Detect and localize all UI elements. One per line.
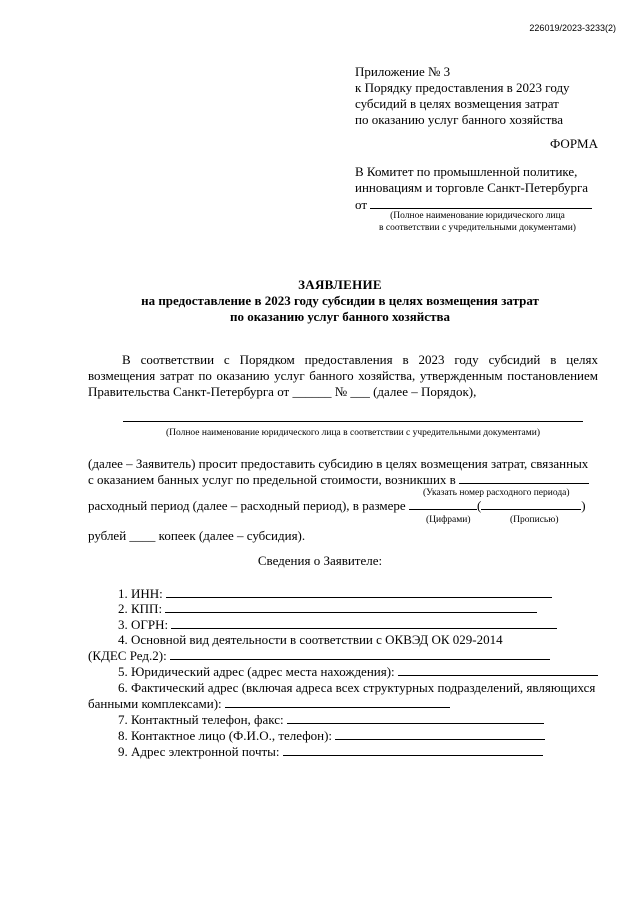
appendix-line: по оказанию услуг банного хозяйства bbox=[355, 112, 564, 127]
okved-blank bbox=[170, 648, 550, 660]
applicant-info-subtitle: Сведения о Заявителе: bbox=[257, 553, 383, 568]
hint-line: в соответствии с учредительными документами) bbox=[379, 223, 576, 233]
addressee-line: инновациям и торговле Санкт-Петербурга bbox=[355, 180, 589, 195]
company-name-line bbox=[123, 421, 583, 422]
request-line: с оказанием банных услуг по предельной стоимости, возникших в bbox=[88, 472, 456, 487]
words-hint: (Прописью) bbox=[510, 515, 559, 525]
kpp-blank bbox=[165, 601, 537, 613]
addressee-line: В Комитет по промышленной политике, bbox=[355, 164, 578, 179]
hint-line: (Полное наименование юридического лица bbox=[390, 211, 565, 221]
info-kpp bbox=[118, 601, 537, 617]
email-blank bbox=[283, 744, 543, 756]
digits-hint: (Цифрами) bbox=[426, 515, 471, 525]
info-label: 7. Контактный телефон, факс: bbox=[118, 712, 284, 727]
info-label: банными комплексами): bbox=[88, 696, 222, 711]
document-id: 226019/2023-3233(2) bbox=[529, 23, 616, 33]
info-contact bbox=[118, 728, 545, 744]
request-line: расходный период (далее – расходный период), в размере bbox=[88, 498, 406, 513]
amount-words-blank bbox=[481, 498, 581, 510]
title-main: ЗАЯВЛЕНИЕ bbox=[298, 277, 382, 292]
period-hint: (Указать номер расходного периода) bbox=[423, 488, 570, 498]
info-label: 2. КПП: bbox=[118, 601, 163, 616]
appendix-line: к Порядку предоставления в 2023 году bbox=[355, 80, 570, 95]
info-email bbox=[118, 744, 543, 760]
info-inn bbox=[118, 586, 552, 602]
info-actual-address: 6. Фактический адрес (включая адреса всех структурных подразделений, являющихся bbox=[118, 680, 596, 695]
contact-blank bbox=[335, 728, 545, 740]
info-phone bbox=[118, 712, 544, 728]
form-label: ФОРМА bbox=[550, 136, 598, 151]
request-line-amount: расходный период (далее – расходный период), в размере ( ) bbox=[88, 498, 586, 513]
info-label: 3. ОГРН: bbox=[118, 617, 169, 632]
company-name-hint: (Полное наименование юридического лица в соответствии с учредительными документами) bbox=[165, 428, 541, 438]
request-line: рублей ____ копеек (далее – субсидия). bbox=[88, 528, 306, 543]
ogrn-blank bbox=[171, 617, 557, 629]
actual-address-blank bbox=[225, 696, 450, 708]
info-okved: 4. Основной вид деятельности в соответствии с ОКВЭД ОК 029-2014 bbox=[118, 632, 503, 647]
request-line: (далее – Заявитель) просит предоставить субсидию в целях возмещения затрат, связанных bbox=[88, 456, 589, 471]
info-okved-cont bbox=[88, 648, 550, 664]
title-line: по оказанию услуг банного хозяйства bbox=[230, 309, 450, 324]
info-actual-address-cont bbox=[88, 696, 450, 712]
from-blank-line bbox=[370, 196, 592, 209]
paragraph-intro bbox=[88, 352, 598, 400]
info-legal-address bbox=[118, 664, 598, 680]
appendix-line: Приложение № 3 bbox=[355, 64, 451, 79]
inn-blank bbox=[166, 586, 552, 598]
info-ogrn bbox=[118, 617, 557, 633]
info-label: 1. ИНН: bbox=[118, 586, 163, 601]
legal-address-blank bbox=[398, 664, 598, 676]
addressee-block bbox=[355, 164, 600, 213]
paragraph-text: В соответствии с Порядком предоставления в 2023 году субсидий в целях возмещения затрат по оказанию услуг банного хозяйства, утвержденным постановлением Правительства Санкт-Петербурга от ______ № ___ (далее – Порядок), bbox=[88, 352, 598, 399]
appendix-header bbox=[355, 64, 570, 128]
period-blank-line bbox=[459, 472, 589, 484]
title-line: на предоставление в 2023 году субсидии в целях возмещения затрат bbox=[141, 293, 539, 308]
info-label: 9. Адрес электронной почты: bbox=[118, 744, 280, 759]
info-label: 5. Юридический адрес (адрес места нахождения): bbox=[118, 664, 395, 679]
info-label: (КДЕС Ред.2): bbox=[88, 648, 167, 663]
addressee-hint bbox=[355, 210, 600, 234]
appendix-line: субсидий в целях возмещения затрат bbox=[355, 96, 559, 111]
document-title bbox=[40, 277, 640, 325]
from-label: от bbox=[355, 197, 368, 212]
phone-blank bbox=[287, 712, 544, 724]
info-label: 8. Контактное лицо (Ф.И.О., телефон): bbox=[118, 728, 333, 743]
amount-digits-blank bbox=[409, 498, 477, 510]
